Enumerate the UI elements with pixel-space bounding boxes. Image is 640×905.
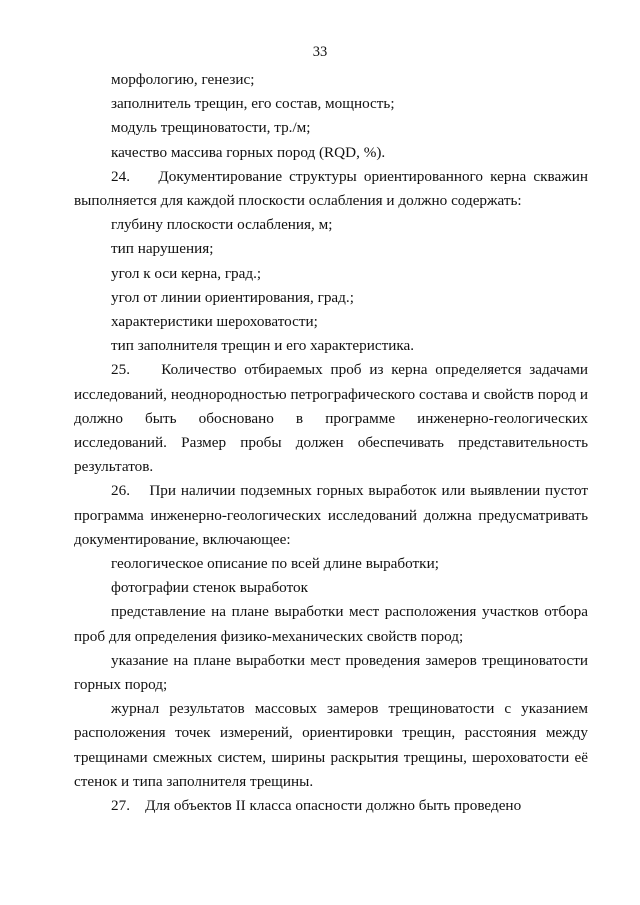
page-number: 33 (312, 44, 328, 60)
list-item: фотографии стенок выработок (111, 579, 308, 597)
list-item: представление на плане выработки мест расположения участков отбора проб для определения физико-механических свойств пород; (74, 603, 588, 645)
list-item: глубину плоскости ослабления, м; (111, 216, 333, 234)
list-item: заполнитель трещин, его состав, мощность; (111, 95, 395, 113)
list-item: характеристики шероховатости; (111, 313, 318, 331)
list-item: угол от линии ориентирования, град.; (111, 288, 354, 306)
list-item: геологическое описание по всей длине выработки; (111, 555, 439, 573)
clause-24: 24. Документирование структуры ориентированного керна скважин выполняется для каждой плоскости ослабления и должно содержать: (74, 167, 588, 210)
list-item: угол к оси керна, град.; (111, 264, 262, 282)
list-item: тип нарушения; (111, 240, 214, 258)
clause-25: 25. Количество отбираемых проб из керна определяется задачами исследований, неоднородностью петрографического состава и свойств пород и должно быть обосновано в программе инженерно-геологических исследований. Размер пробы должен обеспечивать представительность результатов. (74, 361, 588, 476)
list-item: указание на плане выработки мест проведения замеров трещиноватости горных пород; (74, 651, 588, 694)
list-item: журнал результатов массовых замеров трещиноватости с указанием расположения точек измерений, ориентировки трещин, расстояния между трещинами смежных систем, ширины раскрытия трещины, шероховатости её стенок и типа заполнителя трещины. (74, 700, 588, 790)
list-item: тип заполнителя трещин и его характеристика. (111, 337, 415, 355)
list-item: качество массива горных пород (RQD, %). (111, 143, 386, 161)
clause-27: 27. Для объектов II класса опасности должно быть проведено (111, 797, 522, 815)
list-item: модуль трещиноватости, тр./м; (111, 119, 311, 137)
list-item: морфологию, генезис; (111, 71, 255, 88)
page-body (74, 68, 588, 818)
clause-26: 26. При наличии подземных горных выработок или выявлении пустот программа инженерно-геологических исследований должна предусматривать документирование, включающее: (74, 482, 588, 548)
